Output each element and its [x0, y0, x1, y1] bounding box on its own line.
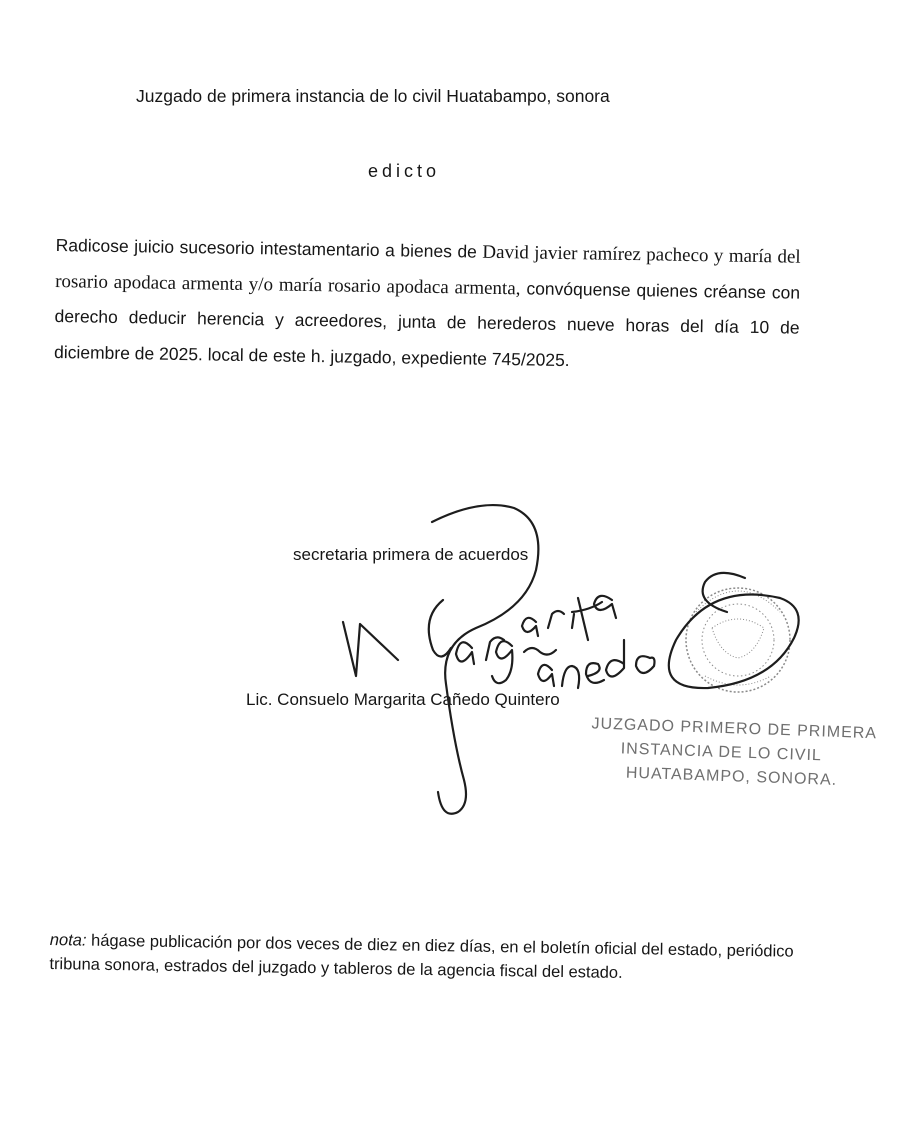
publication-note — [49, 928, 802, 988]
stamp-line-2: INSTANCIA DE LO CIVIL — [620, 740, 823, 765]
signer-name: Lic. Consuelo Margarita Cañedo Quintero — [246, 690, 560, 709]
note-text: hágase publicación por dos veces de diez en diez días, en el boletín oficial del estado, periódico tribuna sonora, estrados del juzgado y tableros de la agencia fiscal del estado. — [49, 931, 794, 982]
court-stamp-text — [579, 712, 881, 794]
note-label: nota: — [49, 930, 87, 950]
stamp-line-1: JUZGADO PRIMERO DE PRIMERA — [591, 715, 878, 743]
court-header: Juzgado de primera instancia de lo civil Huatabampo, sonora — [136, 86, 610, 106]
signer-role: secretaria primera de acuerdos — [293, 545, 529, 564]
document-title: edicto — [368, 161, 441, 181]
edict-body-part3: convóquense quienes créanse con derecho deducir herencia y acreedores, junta de herederos nueve horas del día 10 de diciembre de 2025. local de este h. juzgado, expediente 745/2025. — [53, 277, 801, 370]
edict-body-part2: David javier ramírez pacheco y maría del rosario apodaca armenta y/o maría rosario apodaca armenta, — [55, 241, 801, 299]
edict-body-part1: Radicose juicio sucesorio intestamentario a bienes de — [55, 234, 483, 262]
edict-body — [54, 228, 801, 382]
official-seal-icon — [686, 588, 790, 692]
stamp-line-3: HUATABAMPO, SONORA. — [625, 764, 838, 789]
